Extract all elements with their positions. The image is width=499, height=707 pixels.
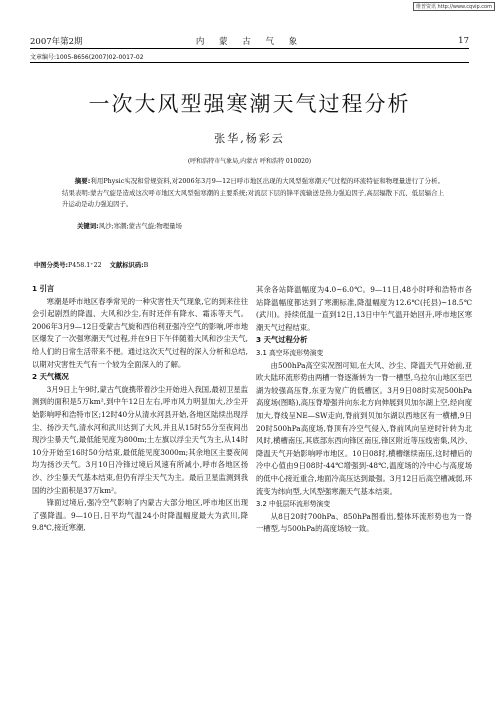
abstract-text: 利用Physic实况和常规资料,对2006年3月9—12日呼市地区出现的大风型强寒潮天气过程的环流特征和物理量进行了分析。结果表明:蒙古气旋是造成这次呼市地区大风型强寒潮的主要系统;对流层下层的锋平流输送是热力强迫因子,高层辐散下沉、低层辐合上升运动是动力强迫因子。	[62, 177, 444, 208]
page-number: 17	[458, 36, 469, 46]
paragraph: 其余各站降温幅度为4.0~6.0℃。9—11日,48小时呼和浩特市各站降温幅度都达到了寒潮标准,降温幅度为12.6℃(托县)~18.5℃(武川)。持续低温一直到12日,13日中午气温开始回升,呼市地区寒潮天气过程结束。	[256, 285, 472, 332]
doc-code-label: 文献标识码:	[109, 262, 144, 269]
article-id: 文章编号:1005-8656(2007)02-0017-02	[30, 54, 144, 61]
keywords	[77, 221, 444, 230]
paragraph: 锋面过境后,强冷空气影响了内蒙古大部分地区,呼市地区出现了强降温。9—10日,日平均气温24小时降温幅度最大为武川,降9.8℃,接近寒潮,	[32, 498, 248, 533]
source-stamp: 维普资讯 http://www.cqvip.com	[413, 2, 495, 11]
section-heading: 2 天气概况	[32, 372, 69, 382]
right-column	[256, 284, 472, 536]
subsection-heading: 3.2 中低层环流形势演变	[256, 500, 331, 509]
section-heading: 3 天气过程分析	[256, 335, 308, 345]
keywords-text: 风沙;寒潮;蒙古气旋;物理量场	[98, 222, 182, 230]
subsection-heading: 3.1 高空环流形势演变	[256, 348, 324, 357]
keywords-label: 关键词:	[77, 222, 99, 230]
abstract-label: 摘要:	[74, 177, 91, 185]
abstract	[62, 176, 444, 211]
paper-authors: 张华,杨彩云	[214, 132, 285, 145]
paragraph: 寒潮是呼市地区春季常见的一种灾害性天气现象,它的到来往往会引起剧烈的降温、大风和沙尘,有时还伴有降水、霜冻等天气。2006年3月9—12日受蒙古气旋和西伯利亚强冷空气的影响,呼市地区爆发了一次强寒潮天气过程,并在9日下午伴随着大风和沙尘天气,给人们的日常生活带来不便。通过这次天气过程的深入分析和总结,以期对灾害性天气有一个较为全面深入的了解。	[32, 296, 248, 369]
paragraph: 由500hPa高空实况图可知,在大风、沙尘、降温天气开始前,亚欧大陆环流形势由两槽一脊逐渐转为一脊一槽型,乌拉尔山地区至巴湖为较强高压脊,东亚为宽广的低槽区。3月9日08时实况500hPa高度场(图略),高压脊增强并向东北方向伸展到贝加尔湖上空,经向度加大,脊线呈NE—SW走向,脊前到贝加尔湖以西地区有一横槽,9日20时500hPa高度场,脊顶有冷空气侵入,脊前风向呈逆时针转为北风时,横槽南压,其底部东西向锋区南压,锋区附近等压线密集,风沙、降温天气开始影响呼市地区。10日08时,横槽继续南压,这时槽后的冷中心值由9日08时-44℃增强到-48℃,温度场的冷中心与高度场的低中心接近重合,地面冷高压达到最强。3月12日后高空槽减弱,环流变为纬向型,大风型强寒潮天气基本结束。	[256, 360, 472, 496]
journal-name: 内 蒙 古 气 象	[195, 37, 304, 47]
classification	[34, 260, 148, 269]
paragraph: 3月9日上午9时,蒙古气旋携带着沙尘开始进入我国,最初卫星监测到的面积是5万km²,到中午12日左右,呼市风力明显加大,沙尘开始影响呼和浩特市区;12时40分从清水河县开始,各地区陆续出现浮尘、扬沙天气,清水河和武川达到了大风,并且从15时55分至夜间出现沙尘暴天气,最低能见度为800m;土左旗以浮尘天气为主,从14时10分开始至16时50分结束,最低能见度3000m;其余地区主要夜间均为扬沙天气。3月10日冷锋过境后风速有所减小,呼市各地区扬沙、沙尘暴天气基本结束,但仍有浮尘天气为主。最后卫星监测到我国的沙尘面积是37万km²。	[32, 384, 248, 495]
section-heading: 1 引言	[32, 284, 55, 293]
clc-label: 中图分类号:	[34, 262, 69, 269]
paragraph: 从8日20时700hPa、850hPa图看出,整体环流形势也为一脊一槽型,与500hPa的高度场较一致。	[256, 511, 472, 534]
paper-title: 一次大风型强寒潮天气过程分析	[88, 92, 411, 116]
issue-label: 2007年第2期	[30, 37, 83, 47]
author-affiliation: (呼和浩特市气象局,内蒙古 呼和浩特 010020)	[187, 158, 312, 165]
doc-code: B	[143, 262, 149, 269]
clc-code: P458.1⁺22	[68, 262, 102, 269]
left-column	[32, 283, 248, 535]
page-header	[30, 34, 469, 48]
article-id-rule	[30, 62, 469, 63]
header-rule	[30, 48, 469, 49]
